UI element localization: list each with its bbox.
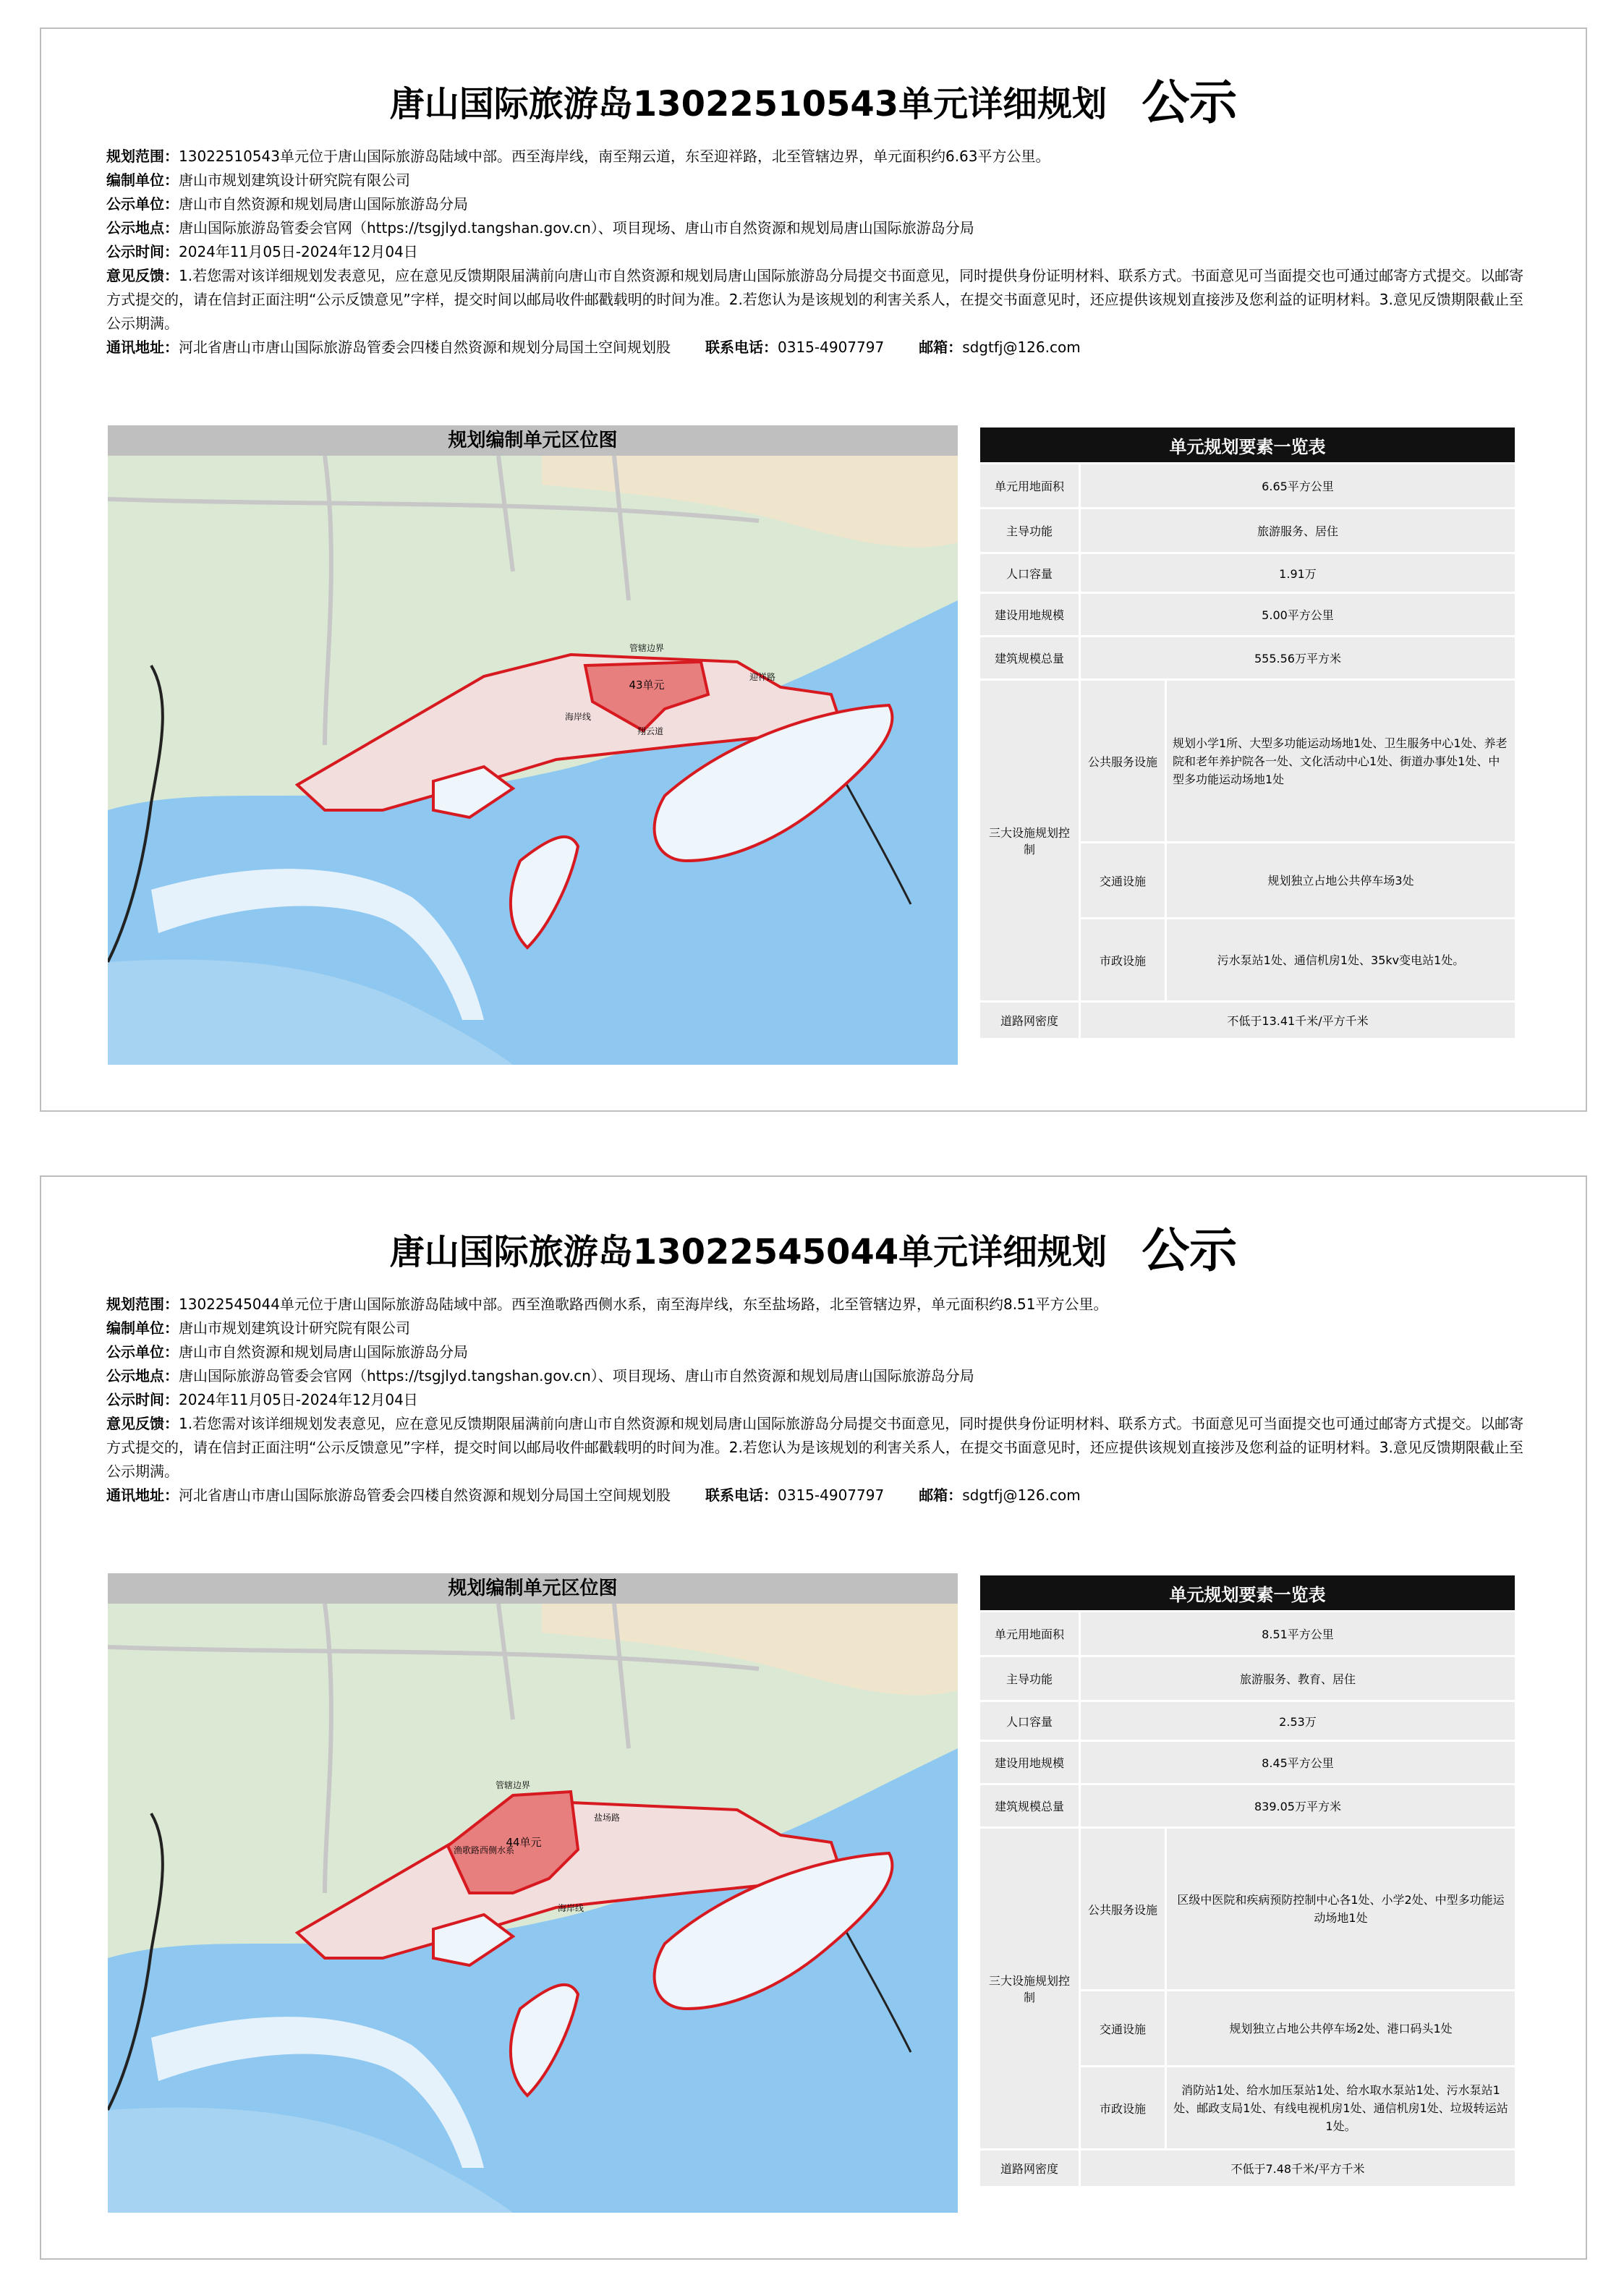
editor-row: 编制单位：唐山市规划建筑设计研究院有限公司	[106, 171, 410, 189]
map-title: 规划编制单元区位图	[108, 1573, 958, 1604]
west-label: 海岸线	[564, 712, 592, 722]
feedback-row: 意见反馈：1.若您需对该详细规划发表意见，应在意见反馈期限届满前向唐山市自然资源和规划局唐山国际旅游岛分局提交书面意见，同时提供身份证明材料、联系方式。书面意见可当面提交也可通过邮寄方式提交。以邮寄方式提交的，请在信封正面注明“公示反馈意见”字样，提交时间以邮局收件邮戳载明的时间为准。2.若您认为是该规划的利害关系人，在提交书面意见时，还应提供该规划直接涉及您利益的证明材料。3.意见反馈期限截止至公示期满。	[106, 267, 1524, 332]
table-title: 单元规划要素一览表	[979, 427, 1516, 464]
place-row: 公示地点：唐山国际旅游岛管委会官网（https://tsgjlyd.tangshan.gov.cn）、项目现场、唐山市自然资源和规划局唐山国际旅游岛分局	[106, 219, 974, 237]
north-label: 管辖边界	[629, 643, 665, 653]
publisher-row: 公示单位：唐山市自然资源和规划局唐山国际旅游岛分局	[106, 1343, 468, 1361]
scope-row: 规划范围：13022545044单元位于唐山国际旅游岛陆域中部。西至渔歌路西侧水系，南至海岸线，东至盐场路，北至管辖边界，单元面积约8.51平方公里。	[106, 1296, 1108, 1313]
time-row: 公示时间：2024年11月05日-2024年12月04日	[106, 1391, 418, 1408]
time-row: 公示时间：2024年11月05日-2024年12月04日	[106, 243, 418, 260]
notice-panel-44	[40, 1175, 1587, 2260]
map-title: 规划编制单元区位图	[108, 425, 958, 456]
map-svg	[108, 456, 958, 1065]
publisher-row: 公示单位：唐山市自然资源和规划局唐山国际旅游岛分局	[106, 195, 468, 213]
notice-title	[41, 64, 1586, 132]
feedback-row: 意见反馈：1.若您需对该详细规划发表意见，应在意见反馈期限届满前向唐山市自然资源和规划局唐山国际旅游岛分局提交书面意见，同时提供身份证明材料、联系方式。书面意见可当面提交也可通过邮寄方式提交。以邮寄方式提交的，请在信封正面注明“公示反馈意见”字样，提交时间以邮局收件邮戳载明的时间为准。2.若您认为是该规划的利害关系人，在提交书面意见时，还应提供该规划直接涉及您利益的证明材料。3.意见反馈期限截止至公示期满。	[106, 1415, 1524, 1480]
notice-panel-43	[40, 27, 1587, 1112]
notice-title	[41, 1212, 1586, 1280]
title-text: 唐山国际旅游岛13022510543单元详细规划	[389, 84, 1108, 124]
north-label: 管辖边界	[495, 1780, 531, 1790]
stamp-text: 公示	[1142, 1222, 1238, 1278]
unit-label: 44单元	[506, 1836, 542, 1849]
location-map	[108, 1604, 958, 2213]
south-label: 翔云道	[637, 726, 664, 736]
contact-row: 通讯地址：河北省唐山市唐山国际旅游岛管委会四楼自然资源和规划分局国土空间规划股 联系电话：0315-4907797 邮箱：sdgtfj@126.com	[106, 339, 1081, 356]
elements-table: 单元规划要素一览表 单元用地面积 6.65平方公里 主导功能 旅游服务、居住 人口容量 1.91万 建设用地规模 5.00平方公里 建筑规模总量 555.56万平方米 三大设施规划控制 公共服务设施 规划小学1所、大型多功能运动场地1处、卫生服务中心1处、养老院和老年养护院各一处、文化活动中心1处、街道办事处1处、中型多功能运动场地1处 交通设施 规划独立占地公共停车场3处 市政设施 污水泵站1处、通信机房1处、35kv变电站1处。 道路网密度 不低于13.41千米/平方千米	[978, 425, 1517, 1040]
notice-info	[106, 1293, 1531, 1507]
place-row: 公示地点：唐山国际旅游岛管委会官网（https://tsgjlyd.tangshan.gov.cn）、项目现场、唐山市自然资源和规划局唐山国际旅游岛分局	[106, 1367, 974, 1384]
notice-info	[106, 145, 1531, 360]
editor-row: 编制单位：唐山市规划建筑设计研究院有限公司	[106, 1319, 410, 1337]
location-map	[108, 456, 958, 1065]
unit-label: 43单元	[629, 678, 665, 692]
elements-table: 单元规划要素一览表 单元用地面积 8.51平方公里 主导功能 旅游服务、教育、居住 人口容量 2.53万 建设用地规模 8.45平方公里 建筑规模总量 839.05万平方米 三大设施规划控制 公共服务设施 区级中医院和疾病预防控制中心各1处、小学2处、中型多功能运动场地1处 交通设施 规划独立占地公共停车场2处、港口码头1处 市政设施 消防站1处、给水加压泵站1处、给水取水泵站1处、污水泵站1处、邮政支局1处、有线电视机房1处、通信机房1处、垃圾转运站1处。 道路网密度 不低于7.48千米/平方千米	[978, 1573, 1517, 2188]
map-svg	[108, 1604, 958, 2213]
south-label: 海岸线	[557, 1903, 584, 1913]
table-title: 单元规划要素一览表	[979, 1575, 1516, 1612]
title-text: 唐山国际旅游岛13022545044单元详细规划	[389, 1232, 1108, 1272]
scope-row: 规划范围：13022510543单元位于唐山国际旅游岛陆域中部。西至海岸线，南至翔云道，东至迎祥路，北至管辖边界，单元面积约6.63平方公里。	[106, 148, 1050, 165]
contact-row: 通讯地址：河北省唐山市唐山国际旅游岛管委会四楼自然资源和规划分局国土空间规划股 联系电话：0315-4907797 邮箱：sdgtfj@126.com	[106, 1486, 1081, 1504]
west-label: 渔歌路西侧水系	[453, 1845, 515, 1855]
east-label: 盐场路	[593, 1813, 621, 1823]
stamp-text: 公示	[1142, 75, 1238, 130]
east-label: 迎祥路	[749, 672, 776, 682]
